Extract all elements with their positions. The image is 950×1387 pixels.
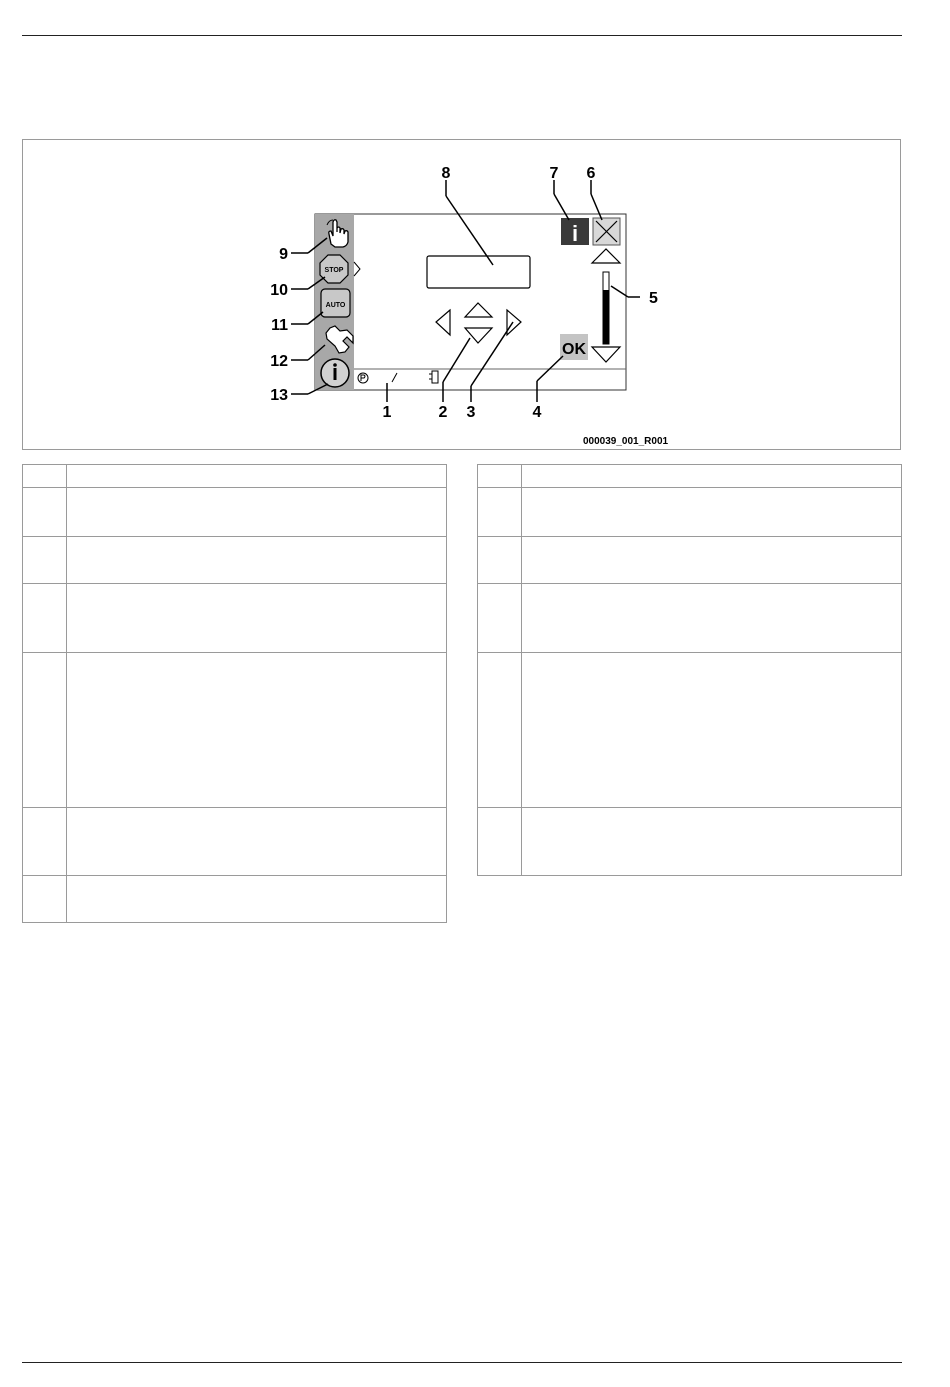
legend-num-cell [23, 653, 67, 808]
legend-text-cell [522, 653, 902, 808]
arrow-right-icon[interactable] [507, 310, 521, 335]
scroll-down-arrow-icon[interactable] [592, 347, 620, 362]
legend-text-cell [522, 465, 902, 488]
ok-label: OK [562, 341, 586, 358]
legend-num-cell [23, 537, 67, 584]
legend-num-cell [23, 465, 67, 488]
info-circle-icon[interactable] [321, 359, 349, 387]
callout-11: 11 [271, 317, 288, 334]
legend-text-cell [67, 465, 447, 488]
ok-icon[interactable] [560, 334, 588, 360]
legend-row [23, 653, 447, 808]
legend-num-cell [478, 808, 522, 876]
legend-num-cell [23, 488, 67, 537]
close-icon[interactable] [593, 218, 620, 245]
bottom-rule [22, 1362, 902, 1363]
stop-label: STOP [324, 267, 344, 274]
legend-text-cell [522, 537, 902, 584]
legend-row [478, 653, 902, 808]
legend-text-cell [522, 584, 902, 653]
legend-text-cell [67, 876, 447, 923]
legend-num-cell [478, 465, 522, 488]
legend-text-cell [67, 808, 447, 876]
info-button-label: i [571, 221, 579, 246]
scroll-up-arrow-icon[interactable] [592, 249, 620, 263]
callout-13: 13 [270, 387, 288, 404]
figure-id-label: 000039_001_R001 [583, 436, 669, 447]
legend-text-cell [67, 653, 447, 808]
legend-num-cell [478, 584, 522, 653]
auto-icon[interactable] [321, 289, 350, 317]
legend-text-cell [522, 808, 902, 876]
display-field-icon [427, 256, 530, 288]
callout-12: 12 [270, 353, 288, 370]
scrollbar-icon[interactable] [603, 272, 609, 344]
legend-num-cell [23, 808, 67, 876]
callout-4: 4 [532, 404, 542, 421]
legend-text-cell [67, 584, 447, 653]
callout-6: 6 [586, 165, 596, 182]
callout-10: 10 [270, 282, 288, 299]
legend-text-cell [67, 488, 447, 537]
callout-5: 5 [649, 290, 658, 307]
legend-row [23, 876, 447, 923]
legend-num-cell [23, 584, 67, 653]
legend-num-cell [478, 653, 522, 808]
legend-text-cell [522, 488, 902, 537]
top-rule [22, 35, 902, 36]
legend-table-left [22, 464, 447, 923]
callout-7: 7 [549, 165, 559, 182]
legend-num-cell [478, 537, 522, 584]
legend-row [23, 488, 447, 537]
callout-1: 1 [382, 404, 392, 421]
legend-header-row [478, 465, 902, 488]
callout-2: 2 [438, 404, 448, 421]
touch-panel-diagram [23, 140, 902, 451]
arrow-up-icon[interactable] [465, 303, 492, 317]
callout-8: 8 [441, 165, 451, 182]
callout-3: 3 [466, 404, 476, 421]
legend-text-cell [67, 537, 447, 584]
legend-header-row [23, 465, 447, 488]
callout-9: 9 [279, 246, 288, 263]
figure-frame [22, 139, 901, 450]
legend-row [23, 584, 447, 653]
status-icon [358, 371, 438, 383]
legend-row [478, 584, 902, 653]
legend-num-cell [478, 488, 522, 537]
legend-row [478, 808, 902, 876]
legend-row [23, 808, 447, 876]
legend-num-cell [23, 876, 67, 923]
legend-row [23, 537, 447, 584]
info-button-icon[interactable] [561, 218, 589, 246]
legend-table-right [477, 464, 902, 876]
legend-row [478, 488, 902, 537]
auto-label: AUTO [325, 302, 346, 309]
arrow-left-icon[interactable] [436, 310, 450, 335]
legend-row [478, 537, 902, 584]
